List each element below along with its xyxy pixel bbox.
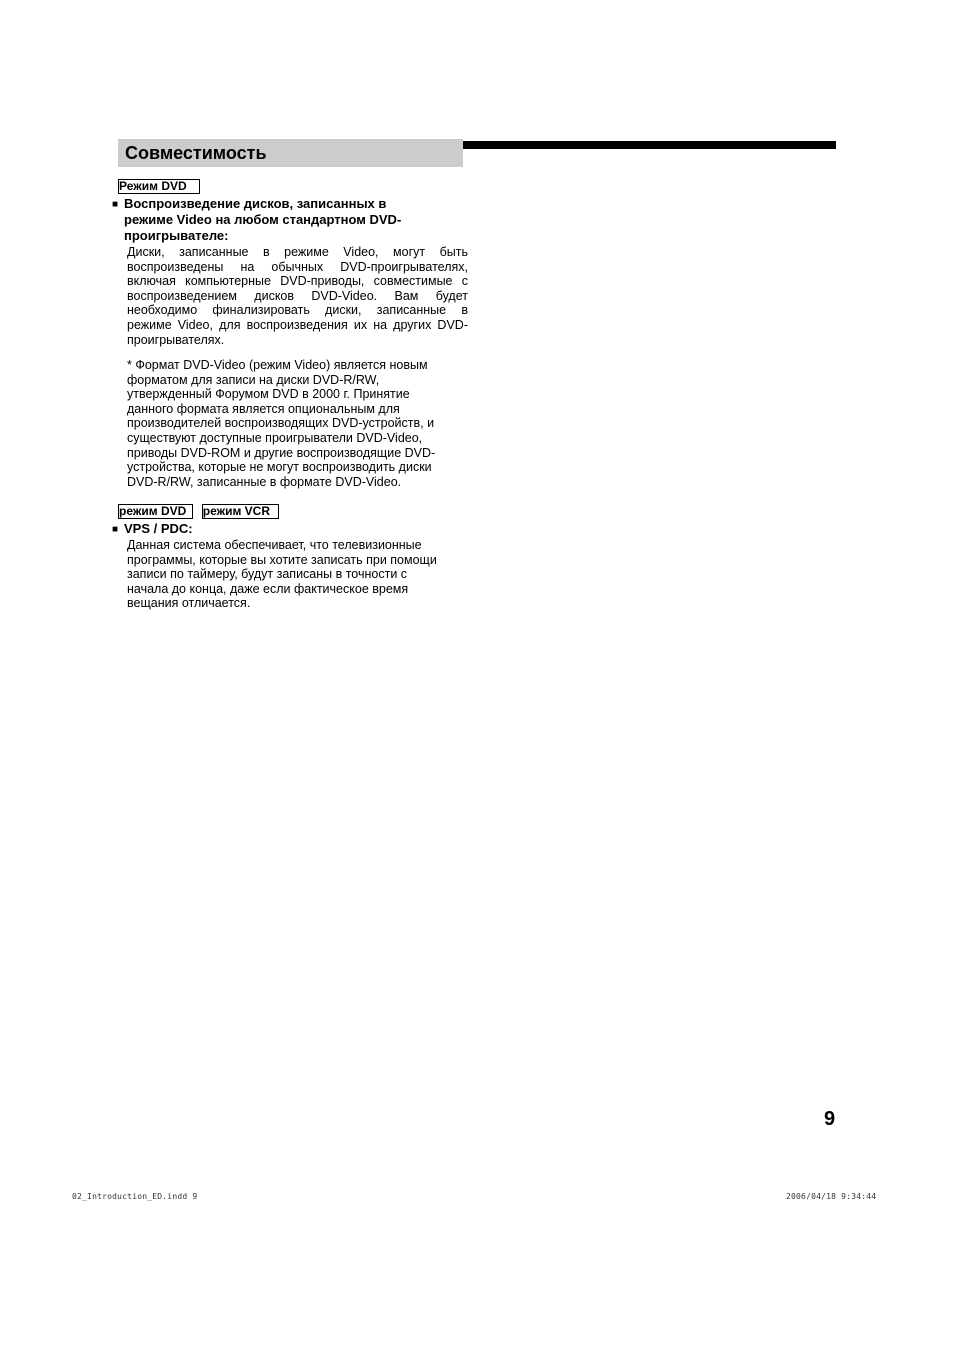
block1-heading-line-2: режиме Video на любом стандартном DVD- (124, 212, 402, 227)
paragraph-line: записи по таймеру, будут записаны в точности с (127, 567, 408, 582)
block1-paragraph: Диски, записанные в режиме Video, могут быть воспроизведены на обычных DVD-проигрывателях, включая компьютерные DVD-приводы, совместимые с воспроизведением дисков DVD-Video. Вам будет необходимо финализировать диски, записанные в режиме Video, для воспроизведения их на других DVD-проигрывателях. (127, 245, 468, 347)
header-rule (463, 141, 836, 149)
mode-tag-dvd: режим DVD (118, 504, 193, 519)
block2-paragraph (127, 538, 472, 611)
note-line: существуют доступные проигрыватели DVD-Video, (127, 430, 423, 445)
block2-heading (112, 521, 472, 537)
block1-heading (112, 196, 472, 244)
section-title: Совместимость (125, 143, 267, 163)
bullet-square-icon: ■ (112, 524, 119, 535)
block2-heading-text: VPS / PDC: (124, 521, 193, 536)
footer-timestamp: 2006/04/18 9:34:44 (786, 1192, 877, 1201)
footer-file: 02_Introduction_ED.indd 9 (72, 1192, 198, 1201)
note-line: устройства, которые не могут воспроизводить диски (127, 460, 432, 475)
note-line: * Формат DVD-Video (режим Video) является новым (127, 358, 428, 372)
note-line: форматом для записи на диски DVD-R/RW, (127, 372, 380, 387)
mode-tag-group-2 (118, 502, 279, 520)
bullet-square-icon: ■ (112, 199, 119, 210)
mode-tag-dvd: Режим DVD (118, 179, 200, 194)
block1-heading-line-3: проигрывателе: (124, 228, 229, 243)
note-line: производителей воспроизводящих DVD-устройств, и (127, 416, 435, 431)
block1-note (127, 358, 472, 489)
page-number: 9 (824, 1108, 836, 1130)
block1-heading-line-1: Воспроизведение дисков, записанных в (124, 196, 387, 211)
note-line: данного формата является опциональным для (127, 401, 400, 416)
mode-tag-vcr: режим VCR (202, 504, 279, 519)
paragraph-line: программы, которые вы хотите записать при помощи (127, 552, 437, 567)
mode-tag-group (118, 177, 200, 195)
paragraph-line: начала до конца, даже если фактическое время (127, 581, 409, 596)
note-line: приводы DVD-ROM и другие воспроизводящие DVD- (127, 445, 436, 460)
paragraph-line: вещания отличается. (127, 596, 251, 611)
section-header (118, 139, 463, 167)
note-line: утвержденный Форумом DVD в 2000 г. Принятие (127, 387, 410, 402)
paragraph-line: Данная система обеспечивает, что телевизионные (127, 538, 422, 552)
note-line: DVD-R/RW, записанные в формате DVD-Video. (127, 474, 402, 489)
